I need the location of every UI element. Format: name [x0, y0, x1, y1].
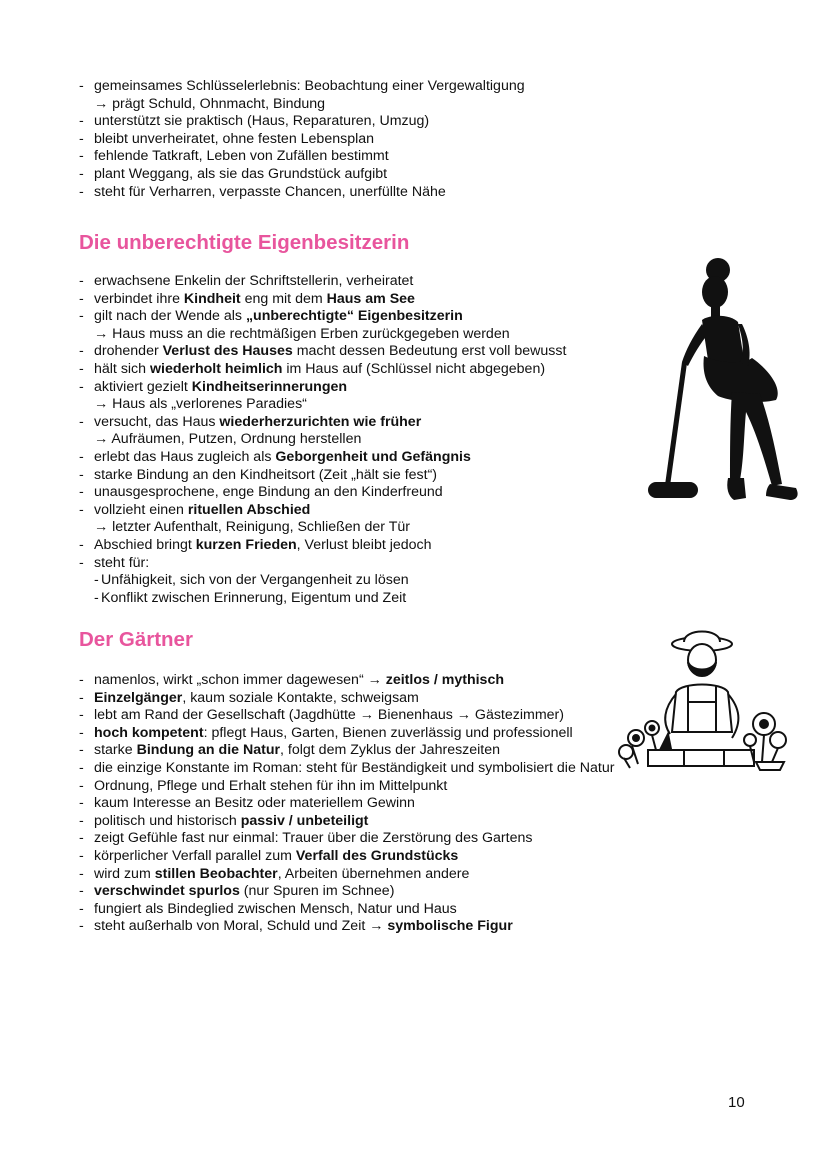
emphasis-text: stillen Beobachter [154, 865, 278, 882]
item-text: , folgt dem Zyklus der Jahreszeiten [280, 742, 501, 759]
emphasis-text: Verlust des Hauses [162, 343, 293, 360]
emphasis-text: hoch kompetent [94, 724, 204, 741]
emphasis-text: rituellen Abschied [187, 501, 311, 518]
list-item [79, 502, 566, 520]
list-item: - fehlende Tatkraft, Leben von Zufällen bestimmt [79, 148, 525, 166]
list-item [79, 813, 619, 831]
item-text: hält sich [94, 360, 150, 377]
list-item [79, 555, 566, 573]
emphasis-text: Verfall des Grundstücks [295, 847, 459, 864]
item-text: die einzige Konstante im Roman: steht für Beständigkeit und symbolisiert die Natur [94, 759, 615, 776]
item-text: Ordnung, Pflege und Erhalt stehen für ihn im Mittelpunkt [94, 777, 448, 794]
list-item: - unterstützt sie praktisch (Haus, Reparaturen, Umzug) [79, 113, 525, 131]
emphasis-text: Bindung an die Natur [136, 742, 281, 759]
item-text: , Verlust bleibt jedoch [296, 536, 432, 553]
list-item [79, 396, 566, 414]
list-item [79, 848, 619, 866]
item-text: : pflegt Haus, Garten, Bienen zuverlässig und professionell [203, 724, 573, 741]
emphasis-text: Kindheitserinnerungen [191, 378, 348, 395]
item-text: drohender [94, 343, 163, 360]
item-text: Unfähigkeit, sich von der Vergangenheit zu lösen [101, 572, 409, 589]
list-item [79, 379, 566, 397]
item-text: → Aufräumen, Putzen, Ordnung herstellen [94, 431, 362, 448]
list-item [79, 795, 619, 813]
list-item [79, 449, 566, 467]
list-item [79, 361, 566, 379]
list-item [79, 690, 619, 708]
item-text: wird zum [94, 865, 155, 882]
item-text: macht dessen Bedeutung erst voll bewusst [292, 343, 567, 360]
list-item [79, 431, 566, 449]
list-item [79, 484, 566, 502]
list-item [79, 901, 619, 919]
woman-sweeping-silhouette-icon [640, 252, 810, 510]
list-item [79, 742, 619, 760]
list-item: - steht für Verharren, verpasste Chancen, unerfüllte Nähe [79, 184, 525, 202]
list-item [79, 273, 566, 291]
section-heading-gaertner: Der Gärtner [79, 628, 193, 651]
item-text: unausgesprochene, enge Bindung an den Kinderfreund [94, 484, 443, 501]
list-item [79, 343, 566, 361]
eigenbesitzerin-list [79, 273, 566, 607]
item-text: versucht, das Haus [94, 413, 220, 430]
item-text: eng mit dem [240, 290, 327, 307]
list-item [79, 326, 566, 344]
list-item [79, 467, 566, 485]
list-item [79, 672, 619, 690]
emphasis-text: Geborgenheit und Gefängnis [275, 448, 471, 465]
item-text: Abschied bringt [94, 536, 196, 553]
item-text: verbindet ihre [94, 290, 184, 307]
emphasis-text: „unberechtigte“ Eigenbesitzerin [245, 308, 463, 325]
item-text: → Haus muss an die rechtmäßigen Erben zurückgegeben werden [94, 325, 510, 342]
item-text: (nur Spuren im Schnee) [239, 883, 395, 900]
item-text: , Arbeiten übernehmen andere [277, 865, 470, 882]
list-item [79, 760, 619, 778]
emphasis-text: symbolische Figur [387, 918, 513, 935]
section-heading-eigenbesitzerin: Die unberechtigte Eigenbesitzerin [79, 231, 410, 254]
emphasis-text: wiederholt heimlich [150, 360, 283, 377]
item-text: Konflikt zwischen Erinnerung, Eigentum und Zeit [101, 589, 407, 606]
item-text: → Haus als „verlorenes Paradies“ [94, 396, 307, 413]
item-text: namenlos, wirkt „schon immer dagewesen“ → [94, 672, 386, 688]
item-text: im Haus auf (Schlüssel nicht abgegeben) [282, 360, 546, 377]
list-item [79, 291, 566, 309]
list-item [79, 883, 619, 901]
item-text: starke [94, 742, 137, 759]
item-text: lebt am Rand der Gesellschaft (Jagdhütte → Bienenhaus → Gästezimmer) [94, 707, 564, 724]
item-text: zeigt Gefühle fast nur einmal: Trauer über die Zerstörung des Gartens [94, 830, 533, 847]
list-item [79, 308, 566, 326]
list-item [79, 519, 566, 537]
item-text: → letzter Aufenthalt, Reinigung, Schließen der Tür [94, 519, 410, 536]
item-text: politisch und historisch [94, 812, 241, 829]
item-text: körperlicher Verfall parallel zum [94, 847, 296, 864]
gardener-with-flowers-icon [612, 622, 792, 780]
intro-character-list [79, 78, 525, 201]
emphasis-text: passiv / unbeteiligt [240, 812, 369, 829]
list-item: → prägt Schuld, Ohnmacht, Bindung [94, 95, 326, 112]
item-text: steht außerhalb von Moral, Schuld und Zeit → [94, 918, 388, 935]
emphasis-text: wiederherzurichten wie früher [219, 413, 422, 430]
item-text: kaum Interesse an Besitz oder materiellem Gewinn [94, 795, 415, 812]
item-text: vollzieht einen [94, 501, 188, 518]
item-text: gilt nach der Wende als [94, 308, 246, 325]
list-item [79, 830, 619, 848]
item-text: fungiert als Bindeglied zwischen Mensch, Natur und Haus [94, 900, 457, 917]
item-text: steht für: [94, 554, 150, 571]
item-text: , kaum soziale Kontakte, schweigsam [182, 689, 419, 706]
emphasis-text: verschwindet spurlos [94, 883, 240, 900]
emphasis-text: zeitlos / mythisch [385, 672, 505, 688]
list-item: - gemeinsames Schlüsselerlebnis: Beobachtung einer Vergewaltigung [79, 78, 525, 96]
emphasis-text: Kindheit [183, 290, 241, 307]
gaertner-list [79, 672, 619, 936]
list-item [79, 590, 566, 608]
emphasis-text: Haus am See [326, 290, 415, 307]
page-number: 10 [728, 1094, 745, 1111]
list-item: - plant Weggang, als sie das Grundstück aufgibt [79, 166, 525, 184]
emphasis-text: Einzelgänger [94, 689, 183, 706]
list-item [79, 537, 566, 555]
item-text: erwachsene Enkelin der Schriftstellerin, verheiratet [94, 273, 414, 289]
list-item [79, 572, 566, 590]
list-item [79, 866, 619, 884]
item-text: aktiviert gezielt [94, 378, 192, 395]
list-item [79, 778, 619, 796]
list-item [79, 918, 619, 936]
item-text: starke Bindung an den Kindheitsort (Zeit „hält sie fest“) [94, 466, 438, 483]
list-item [79, 725, 619, 743]
item-text: erlebt das Haus zugleich als [94, 448, 276, 465]
emphasis-text: kurzen Frieden [195, 536, 297, 553]
list-item [79, 707, 619, 725]
list-item: - bleibt unverheiratet, ohne festen Lebensplan [79, 131, 525, 149]
list-item [79, 414, 566, 432]
